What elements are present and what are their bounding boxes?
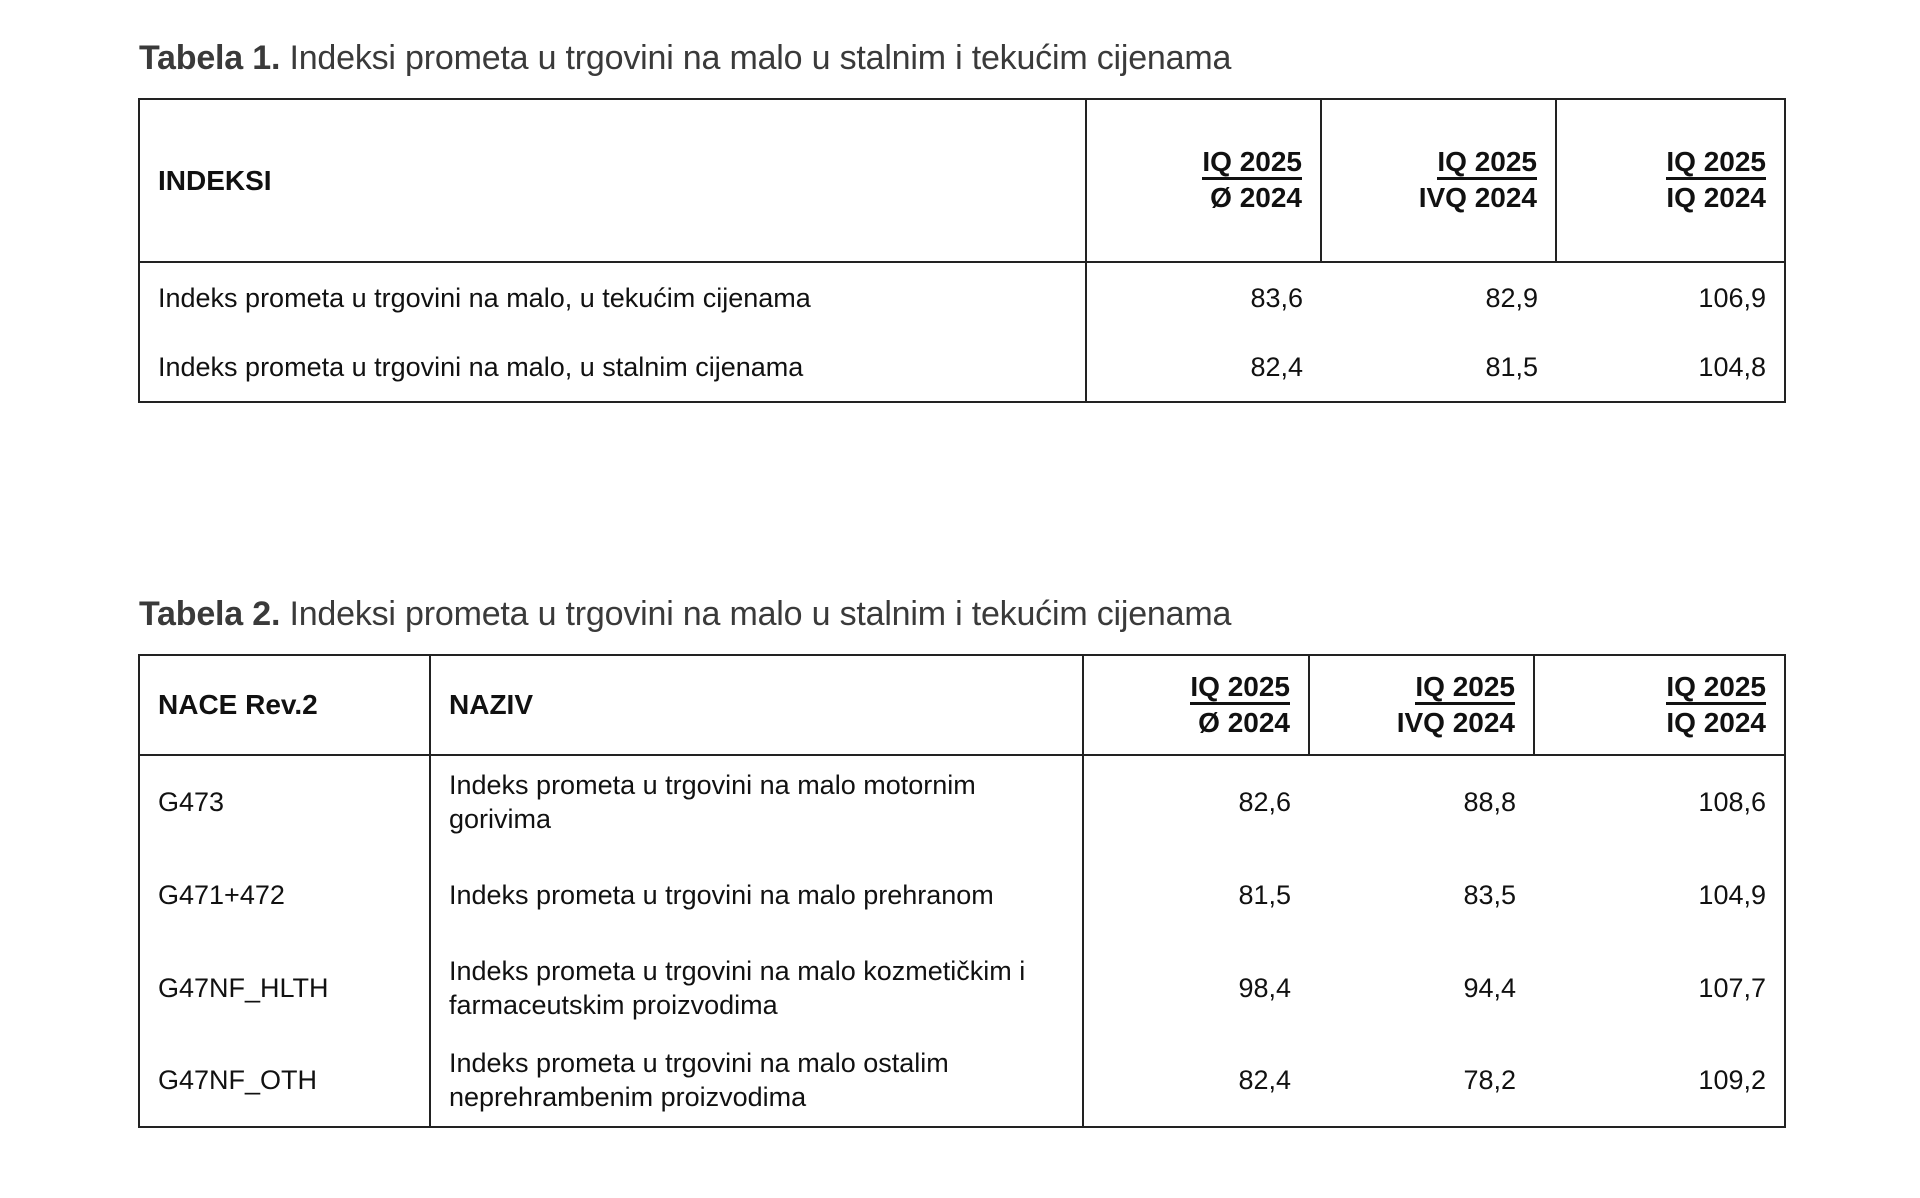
table-2-header-row [139, 655, 1785, 755]
header-denominator: IQ 2024 [1666, 182, 1766, 213]
cell-value: 98,4 [1238, 972, 1291, 1003]
cell-value: 82,6 [1238, 787, 1291, 817]
table-2-caption [139, 594, 1231, 634]
table-1-header-row [139, 99, 1785, 262]
header-denominator: IVQ 2024 [1396, 706, 1515, 738]
cell-value: 104,9 [1698, 879, 1766, 910]
header-iq2025-iq2024 [1556, 99, 1785, 262]
header-denominator: IVQ 2024 [1418, 182, 1537, 213]
table-1-caption-label: Tabela 1. [139, 39, 281, 77]
header-denominator: IQ 2024 [1666, 706, 1766, 738]
header-numerator: IQ 2025 [1415, 671, 1515, 705]
header-iq2025-avg2024 [1083, 655, 1309, 755]
nace-code: G473 [139, 755, 430, 848]
table-2 [138, 654, 1786, 1128]
nace-code: G471+472 [139, 848, 430, 941]
header-numerator: IQ 2025 [1202, 146, 1302, 180]
cell-value: 109,2 [1698, 1065, 1766, 1095]
row-name: Indeks prometa u trgovini na malo prehranom [430, 848, 1083, 941]
header-nace: NACE Rev.2 [139, 655, 430, 755]
cell-value: 107,7 [1698, 972, 1766, 1003]
header-numerator: IQ 2025 [1666, 146, 1766, 180]
table-2-caption-text: Indeksi prometa u trgovini na malo u stalnim i tekućim cijenama [289, 595, 1232, 633]
table-1-caption-text: Indeksi prometa u trgovini na malo u stalnim i tekućim cijenama [289, 39, 1232, 77]
table-row [139, 262, 1785, 332]
cell-value: 106,9 [1698, 282, 1766, 313]
row-label: Indeks prometa u trgovini na malo, u tekućim cijenama [139, 262, 1086, 332]
header-numerator: IQ 2025 [1190, 671, 1290, 705]
table-2-caption-label: Tabela 2. [139, 595, 281, 633]
table-row [139, 755, 1785, 848]
table-1 [138, 98, 1786, 403]
header-denominator: Ø 2024 [1210, 182, 1302, 213]
cell-value: 82,4 [1238, 1065, 1291, 1095]
header-iq2025-iq2024 [1534, 655, 1785, 755]
row-name: Indeks prometa u trgovini na malo ostalim neprehrambenim proizvodima [430, 1034, 1083, 1127]
nace-code: G47NF_OTH [139, 1034, 430, 1127]
header-numerator: IQ 2025 [1437, 146, 1537, 180]
cell-value: 83,5 [1463, 879, 1516, 910]
cell-value: 82,4 [1250, 351, 1303, 382]
cell-value: 82,9 [1485, 282, 1538, 313]
row-name: Indeks prometa u trgovini na malo motornim gorivima [430, 755, 1083, 848]
cell-value: 88,8 [1463, 787, 1516, 817]
nace-code: G47NF_HLTH [139, 941, 430, 1034]
header-iq2025-ivq2024 [1309, 655, 1534, 755]
row-name: Indeks prometa u trgovini na malo kozmetičkim i farmaceutskim proizvodima [430, 941, 1083, 1034]
header-indeksi: INDEKSI [139, 99, 1086, 262]
table-row [139, 332, 1785, 402]
table-row [139, 1034, 1785, 1127]
header-naziv: NAZIV [430, 655, 1083, 755]
table-1-caption [139, 38, 1231, 78]
table-row [139, 848, 1785, 941]
cell-value: 81,5 [1485, 351, 1538, 382]
header-iq2025-ivq2024 [1321, 99, 1556, 262]
cell-value: 83,6 [1250, 282, 1303, 313]
cell-value: 104,8 [1698, 351, 1766, 382]
header-numerator: IQ 2025 [1666, 671, 1766, 705]
table-row [139, 941, 1785, 1034]
row-label: Indeks prometa u trgovini na malo, u stalnim cijenama [139, 332, 1086, 402]
cell-value: 108,6 [1698, 787, 1766, 817]
header-iq2025-avg2024 [1086, 99, 1321, 262]
cell-value: 78,2 [1463, 1065, 1516, 1095]
cell-value: 94,4 [1463, 972, 1516, 1003]
header-denominator: Ø 2024 [1198, 706, 1290, 738]
cell-value: 81,5 [1238, 879, 1291, 910]
